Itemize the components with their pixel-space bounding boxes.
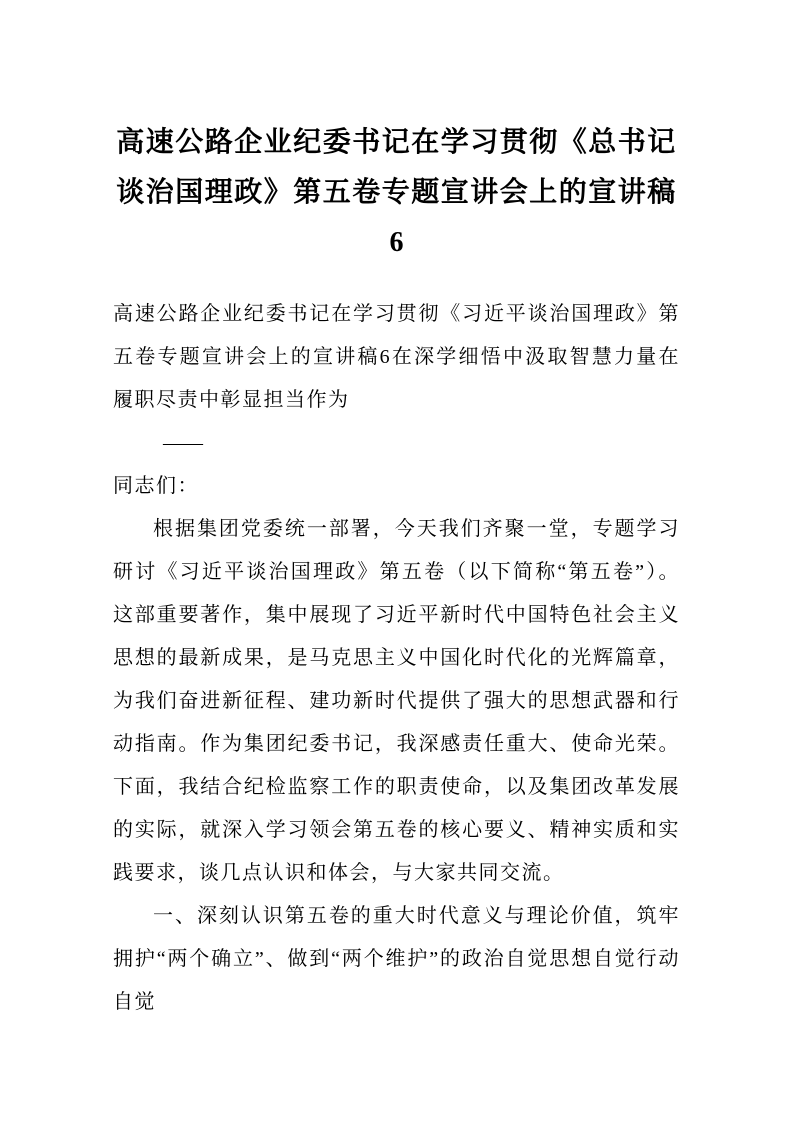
section-heading: 一、深刻认识第五卷的重大时代意义与理论价值，筑牢拥护“两个确立”、做到“两个维护”的政治自觉思想自觉行动自觉 bbox=[113, 905, 680, 1013]
body-paragraph: 根据集团党委统一部署，今天我们齐聚一堂，专题学习研讨《习近平谈治国理政》第五卷（以下简称“第五卷”）。这部重要著作，集中展现了习近平新时代中国特色社会主义思想的最新成果，是马克思主义中国化时代化的光辉篇章，为我们奋进新征程、建功新时代提供了强大的思想武器和行动指南。作为集团纪委书记，我深感责任重大、使命光荣。下面，我结合纪检监察工作的职责使命，以及集团改革发展的实际，就深入学习领会第五卷的核心要义、精神实质和实践要求，谈几点认识和体会，与大家共同交流。 bbox=[113, 518, 680, 884]
document-title-number: 6 bbox=[389, 227, 404, 258]
subtitle-paragraph: 高速公路企业纪委书记在学习贯彻《习近平谈治国理政》第五卷专题宣讲会上的宣讲稿6在深学细悟中汲取智慧力量在履职尽责中彰显担当作为 bbox=[113, 303, 680, 411]
document-body bbox=[113, 293, 680, 1024]
salutation: 同志们： bbox=[113, 475, 199, 497]
dash-separator: —— bbox=[163, 432, 203, 454]
document-title: 高速公路企业纪委书记在学习贯彻《总书记谈治国理政》第五卷专题宣讲会上的宣讲稿 bbox=[116, 127, 677, 208]
